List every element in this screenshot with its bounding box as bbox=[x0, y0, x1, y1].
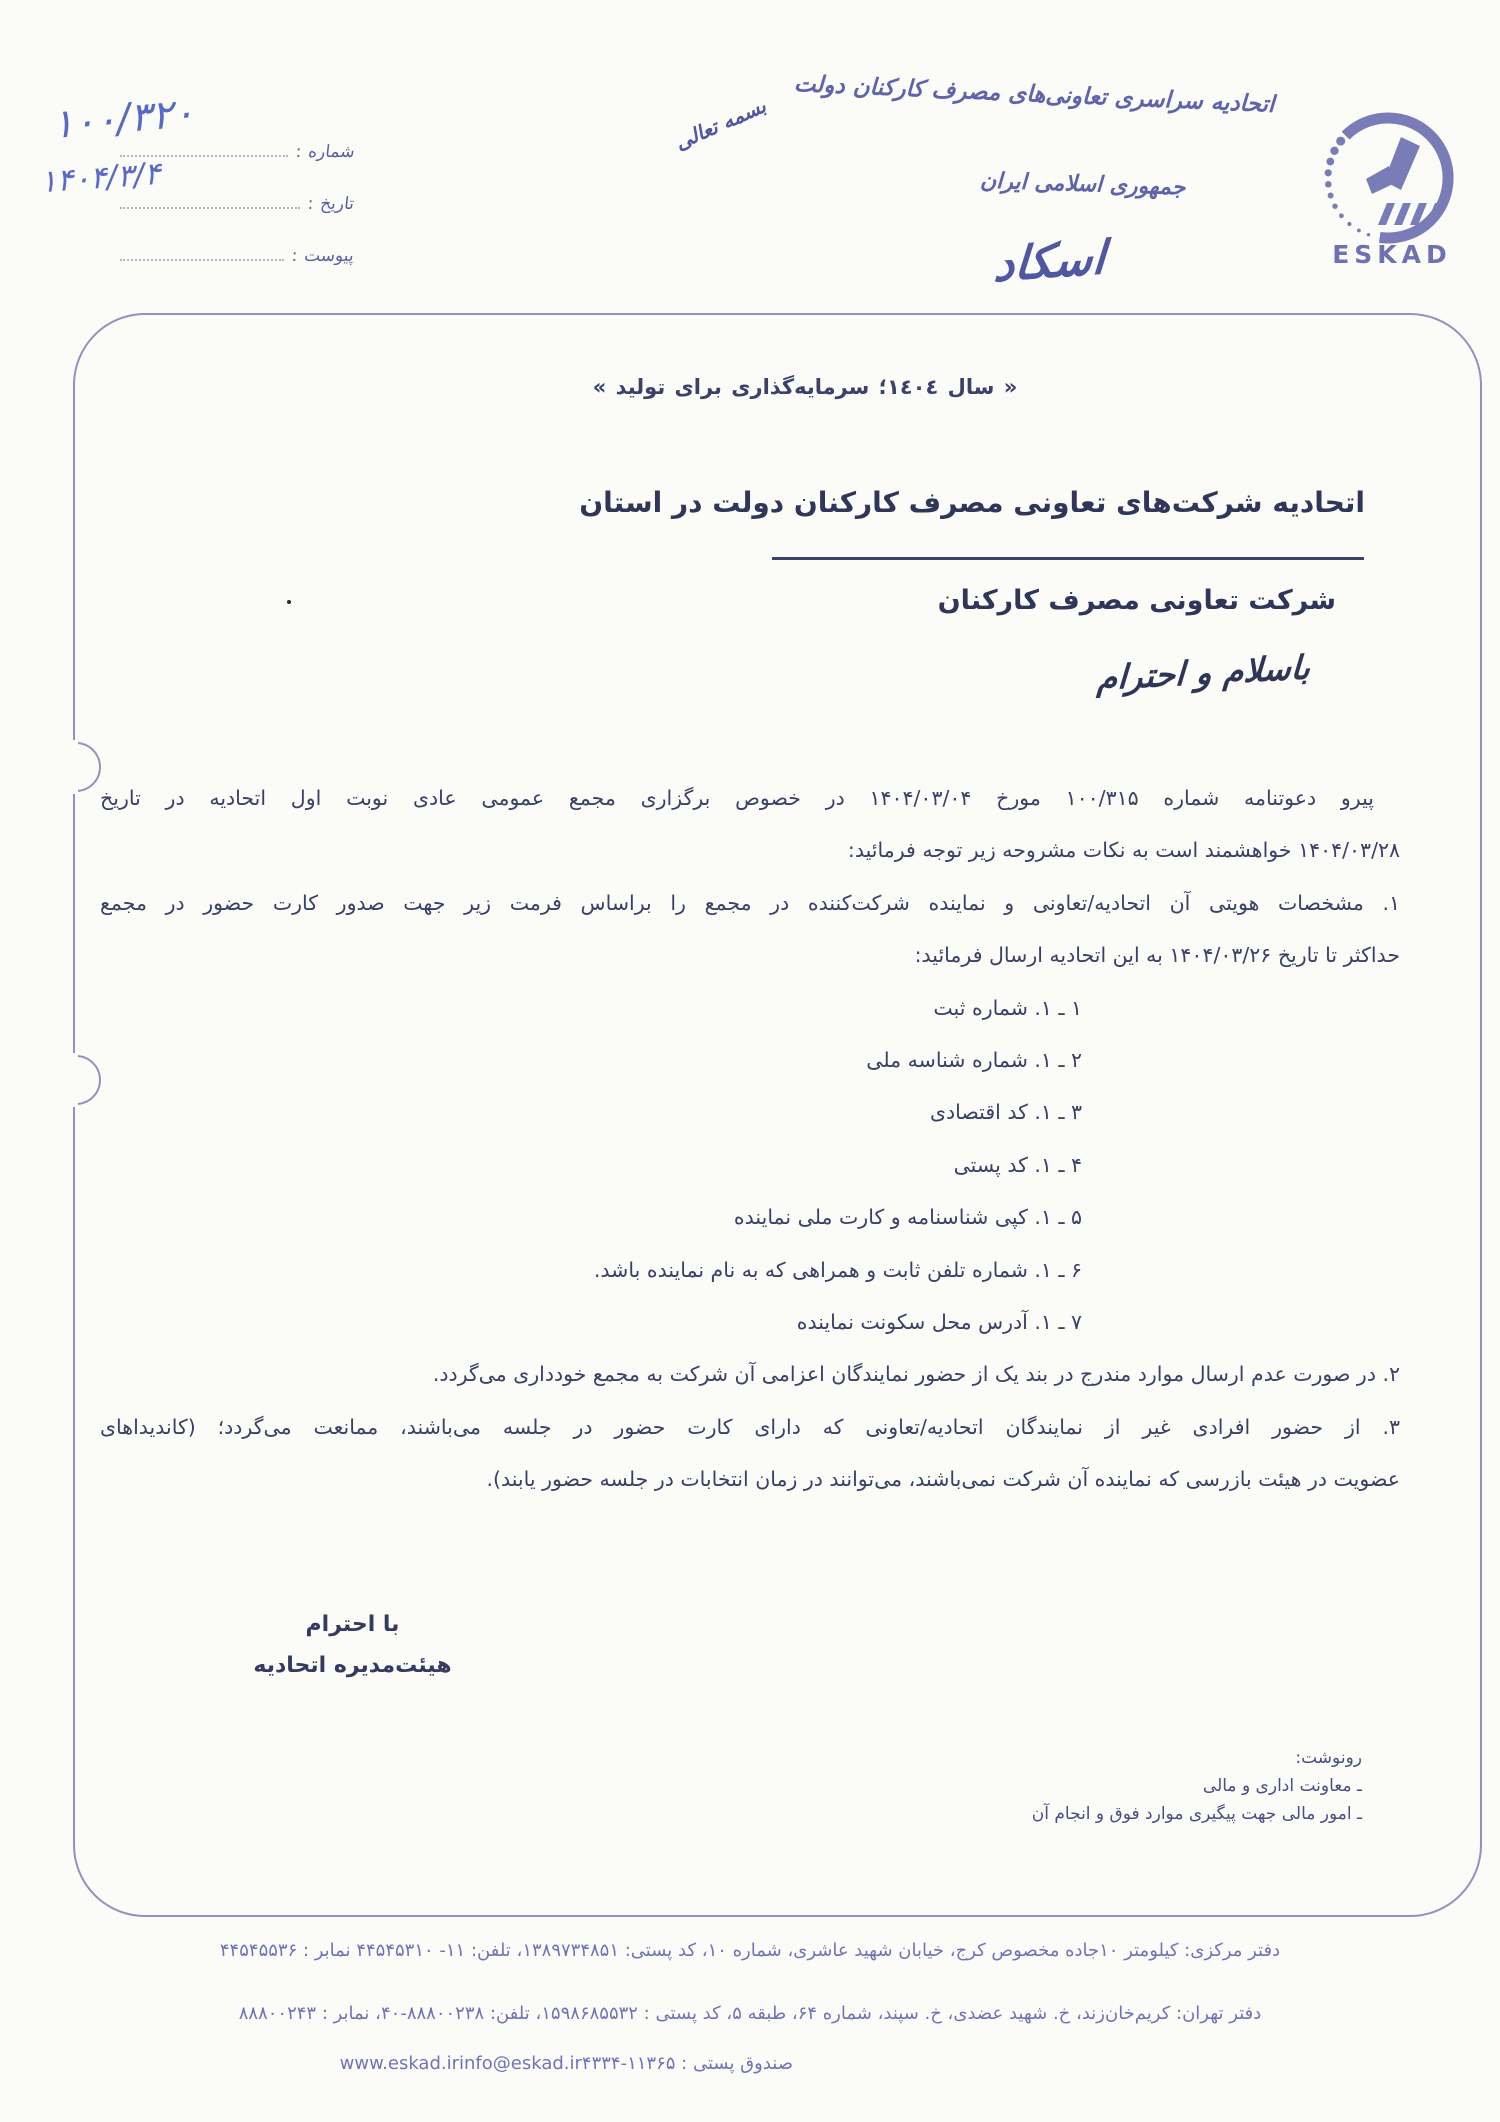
body-item3-line2: عضویت در هیئت بازرسی که نماینده آن شرکت نمی‌باشند، می‌توانند در زمان انتخابات در جلسه حضور یابند). bbox=[486, 1467, 1400, 1492]
cc-item-2: ـ امور مالی جهت پیگیری موارد فوق و انجام آن bbox=[1031, 1804, 1362, 1825]
signature-block bbox=[245, 1612, 460, 1678]
body-subitem-4: ۴ ـ ۱. کد پستی bbox=[953, 1152, 1082, 1177]
number-label: شماره : bbox=[293, 142, 355, 162]
logo-wordmark: ESKAD bbox=[1332, 240, 1452, 269]
recipient-line2: شرکت تعاونی مصرف کارکنان bbox=[937, 585, 1336, 616]
body-item1-line1: ۱. مشخصات هویتی آن اتحادیه/تعاونی و نماینده شرکت‌کننده در مجمع را براساس فرمت زیر جهت صدور کارت حضور در مجمع bbox=[100, 890, 1400, 915]
org-name-line2: جمهوری اسلامی ایران bbox=[979, 168, 1186, 201]
eskad-logo-graphic bbox=[1288, 103, 1483, 278]
letter-body bbox=[100, 772, 1400, 1505]
cc-block bbox=[1032, 1744, 1362, 1828]
body-item2: ۲. در صورت عدم ارسال موارد مندرج در بند یک از حضور نمایندگان اعزامی آن شرکت به مجمع خودداری می‌گردد. bbox=[432, 1362, 1400, 1387]
org-name-line1: اتحادیه سراسری تعاونی‌های مصرف کارکنان دولت bbox=[793, 71, 1275, 118]
punch-hole-mark-bottom bbox=[51, 1055, 101, 1105]
body-item1-line2: حداکثر تا تاریخ ۱۴۰۴/۰۳/۲۶ به این اتحادیه ارسال فرمائید: bbox=[914, 943, 1400, 968]
punch-hole-mark-top bbox=[51, 742, 101, 792]
signature-respect-line: با احترام bbox=[305, 1612, 400, 1637]
footer-email: info@eskad.ir bbox=[459, 2053, 582, 2074]
salutation-calligraphy: باسلام و احترام bbox=[1095, 647, 1311, 698]
body-subitem-5: ۵ ـ ۱. کپی شناسنامه و کارت ملی نماینده bbox=[733, 1205, 1082, 1230]
body-subitem-2: ۲ ـ ۱. شماره شناسه ملی bbox=[866, 1047, 1082, 1072]
org-calligraphy-eskad: اسکاد bbox=[991, 229, 1107, 293]
body-subitem-1: ۱ ـ ۱. شماره ثبت bbox=[933, 995, 1082, 1020]
body-subitem-7: ۷ ـ ۱. آدرس محل سکونت نماینده bbox=[796, 1309, 1082, 1334]
footer-central-office: دفتر مرکزی: کیلومتر ۱۰جاده مخصوص کرج، خیابان شهید عاشری، شماره ۱۰، کد پستی: ۱۳۸۹۷۳۴۸۵۱، تلفن: ۱۱- ۴۴۵۴۵۳۱۰ نمابر : ۴۴۵۴۵۵۳۶ bbox=[219, 1940, 1281, 1961]
footer-contact-row bbox=[339, 2053, 793, 2074]
logo-hand-mark bbox=[1366, 137, 1443, 225]
cc-title: رونوشت: bbox=[1295, 1748, 1362, 1768]
logo-dotted-arc bbox=[1325, 137, 1371, 237]
signature-board-line: هیئت‌مدیره اتحادیه bbox=[253, 1653, 452, 1678]
bismillah-text: بسمه تعالی bbox=[671, 93, 770, 155]
footer-pobox: صندوق پستی : ۱۱۳۶۵-۴۳۳۴ bbox=[581, 2053, 793, 2074]
body-subitem-6: ۶ ـ ۱. شماره تلفن ثابت و همراهی که به نام نماینده باشد. bbox=[593, 1257, 1082, 1282]
date-dotted-line bbox=[120, 207, 300, 209]
year-slogan: « سال ١٤٠٤؛ سرمایه‌گذاری برای تولید » bbox=[592, 375, 1018, 399]
handwritten-letter-date: ۱۴۰۴/۳/۴ bbox=[38, 155, 162, 201]
handwritten-letter-number: ۱۰۰/۳۲۰ bbox=[50, 89, 197, 149]
attachment-label: پیوست : bbox=[290, 246, 355, 266]
recipient-underline bbox=[772, 557, 1364, 560]
body-para1-line2: ۱۴۰۴/۰۳/۲۸ خواهشمند است به نکات مشروحه زیر توجه فرمائید: bbox=[847, 838, 1400, 863]
date-label: تاریخ : bbox=[306, 194, 355, 214]
body-para1-line1: پیرو دعوتنامه شماره ۱۰۰/۳۱۵ مورخ ۱۴۰۴/۰۳/۰۴ در خصوص برگزاری مجمع عمومی عادی نوبت اول اتحادیه در تاریخ bbox=[100, 786, 1374, 810]
footer-website: www.eskad.ir bbox=[339, 2053, 460, 2074]
attachment-field-row bbox=[118, 216, 353, 268]
body-item3-line1: ۳. از حضور افرادی غیر از نمایندگان اتحادیه/تعاونی که دارای کارت حضور در جلسه می‌باشند، ممانعت می‌گردد؛ (کاندیداهای bbox=[100, 1414, 1400, 1439]
cc-item-1: ـ معاونت اداری و مالی bbox=[1202, 1776, 1362, 1797]
body-subitem-3: ۳ ـ ۱. کد اقتصادی bbox=[929, 1100, 1082, 1125]
eskad-logo bbox=[1288, 103, 1483, 282]
stray-ink-dot bbox=[287, 600, 291, 604]
footer-tehran-office: دفتر تهران: کریم‌خان‌زند، خ. شهید عضدی، خ. سپند، شماره ۶۴، طبقه ۵، کد پستی : ۱۵۹۸۶۸۵۵۳۲، تلفن: ۸۸۸۰۰۲۳۸-۴۰، نمابر : ۸۸۸۰۰۲۴۳ bbox=[238, 2003, 1262, 2024]
attachment-dotted-line bbox=[120, 259, 284, 261]
recipient-line1: اتحادیه شرکت‌های تعاونی مصرف کارکنان دولت در استان bbox=[579, 486, 1365, 519]
